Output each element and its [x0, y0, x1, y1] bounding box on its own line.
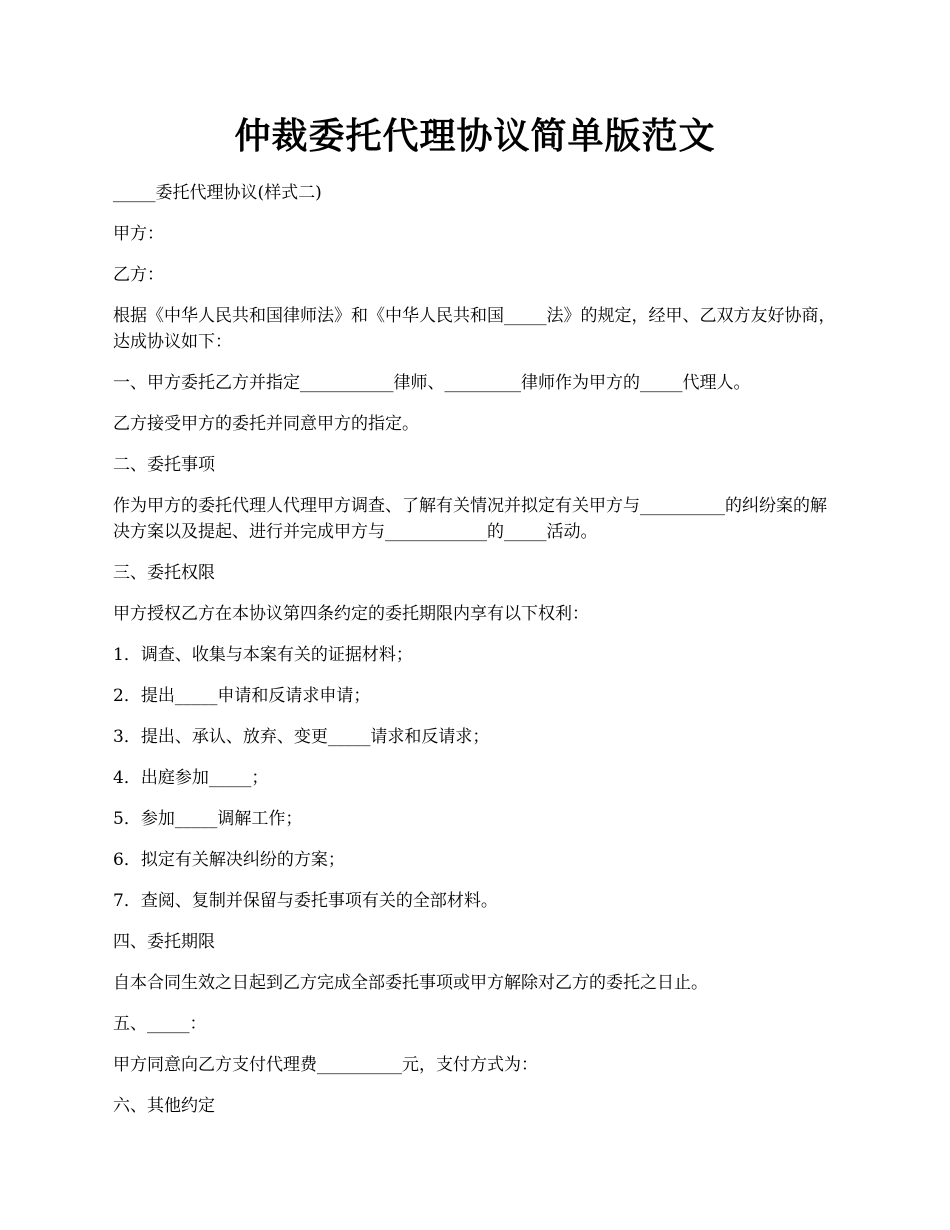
section-heading: 二、委托事项 [113, 455, 215, 475]
paragraph: _____委托代理协议(样式二) [113, 183, 322, 203]
section-heading: 六、其他约定 [113, 1096, 215, 1116]
paragraph: 自本合同生效之日起到乙方完成全部委托事项或甲方解除对乙方的委托之日止。 [113, 973, 708, 993]
section-heading: 四、委托期限 [113, 932, 215, 952]
document-title: 仲裁委托代理协议简单版范文 [234, 115, 716, 157]
list-item: 7．查阅、复制并保留与委托事项有关的全部材料。 [113, 891, 498, 911]
list-item: 6．拟定有关解决纠纷的方案； [113, 850, 345, 870]
section-heading: 五、_____： [113, 1014, 207, 1034]
paragraph: 甲方同意向乙方支付代理费__________元，支付方式为： [113, 1055, 538, 1075]
section-heading: 三、委托权限 [113, 563, 215, 583]
paragraph: 乙方： [113, 265, 164, 285]
paragraph: 根据《中华人民共和国律师法》和《中华人民共和国_____法》的规定，经甲、乙双方友好协商，达成协议如下： [113, 306, 836, 352]
paragraph: 作为甲方的委托代理人代理甲方调查、了解有关情况并拟定有关甲方与__________的纠纷案的解决方案以及提起、进行并完成甲方与____________的_____活动。 [113, 496, 827, 542]
list-item: 3．提出、承认、放弃、变更_____请求和反请求； [113, 727, 490, 747]
document-body [113, 180, 841, 1134]
paragraph: 一、甲方委托乙方并指定___________律师、_________律师作为甲方的_____代理人。 [113, 373, 751, 393]
list-item: 4．出庭参加_____； [113, 768, 269, 788]
paragraph: 甲方： [113, 224, 164, 244]
list-item: 1．调查、收集与本案有关的证据材料； [113, 645, 413, 665]
list-item: 2．提出_____申请和反请求申请； [113, 686, 371, 706]
paragraph: 乙方接受甲方的委托并同意甲方的指定。 [113, 414, 419, 434]
paragraph: 甲方授权乙方在本协议第四条约定的委托期限内享有以下权利： [113, 604, 589, 624]
list-item: 5．参加_____调解工作； [113, 809, 303, 829]
